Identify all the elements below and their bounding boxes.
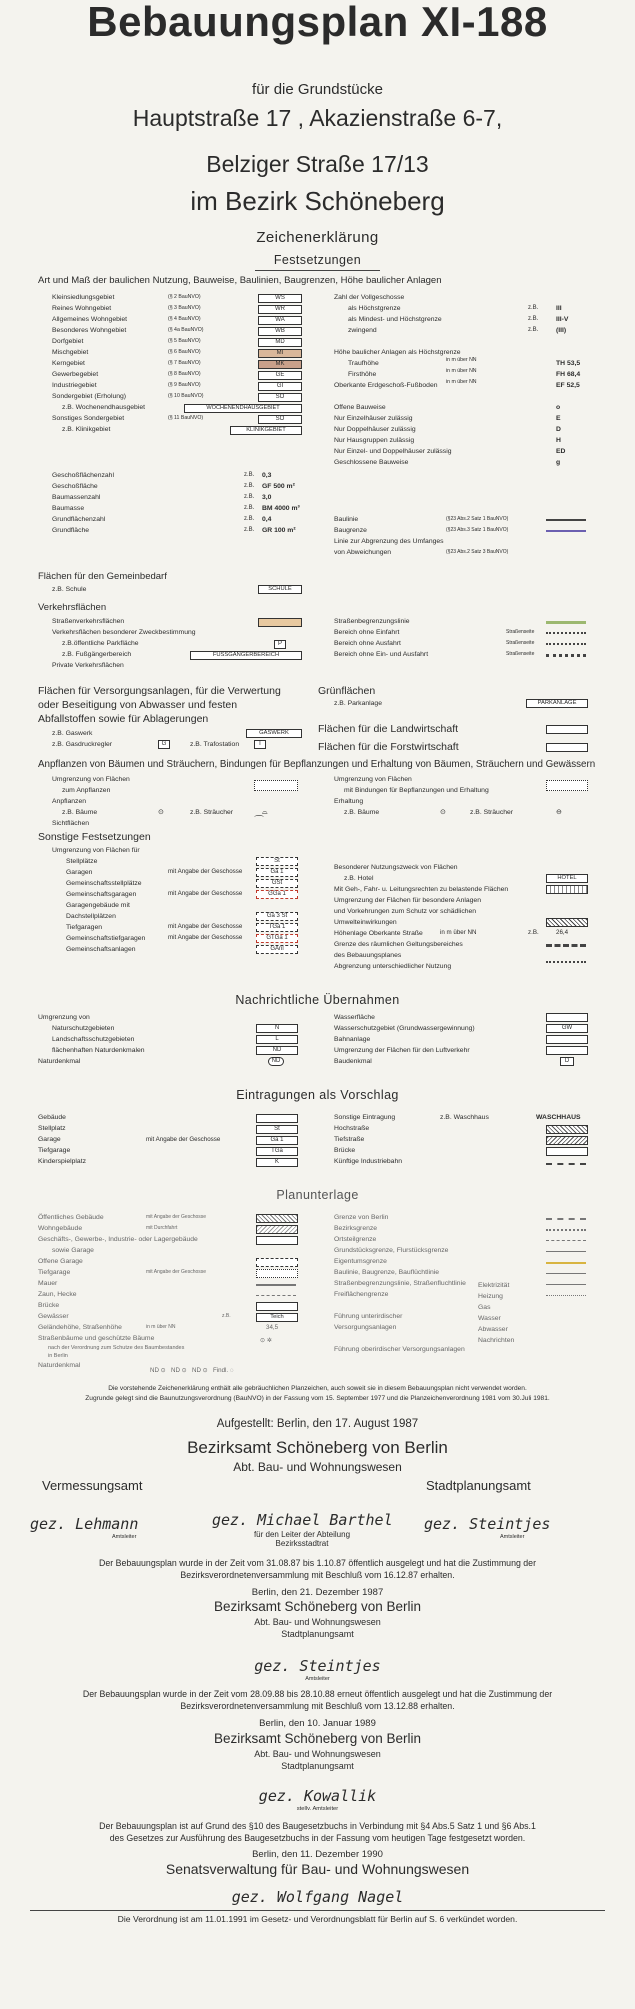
senatsverwaltung: Senatsverwaltung für Bau- und Wohnungswesen	[165, 1861, 470, 1877]
address-line-2: Belziger Straße 17/13	[206, 151, 429, 177]
date-4: Berlin, den 11. Dezember 1990	[252, 1849, 383, 1860]
vorschlag-mit-angabe: mit Angabe der Geschosse	[146, 1136, 221, 1143]
final-divider	[30, 1910, 605, 1911]
festsetzungen-underline	[255, 270, 380, 271]
landwirtschaft-heading: Flächen für die Landwirtschaft	[318, 723, 459, 735]
code-ga3st: Ga 3 St	[256, 912, 298, 921]
baugrenze-symbol	[546, 530, 586, 532]
vermessungsamt-label: Vermessungsamt	[42, 1478, 143, 1493]
verkehr-list: Straßenverkehrsflächen Verkehrsflächen besonderer Zweckbestimmung z.B.öffentliche Parkfläche z.B. Fußgängerbereich Private Verkehrsflächen	[52, 618, 196, 669]
code-ws: WS	[258, 294, 302, 303]
swatch-bahn	[546, 1035, 588, 1044]
plan-title: Bebauungsplan XI-188	[87, 0, 548, 45]
signature-kowallik: gez. Kowallik	[258, 1787, 377, 1805]
code-vor-k: K	[256, 1158, 298, 1167]
aufgestellt-line: Aufgestellt: Berlin, den 17. August 1987	[216, 1418, 419, 1430]
mit-angabe-1: mit Angabe der Geschosse	[168, 868, 243, 875]
code-gw: GW	[546, 1024, 588, 1033]
plan-left-refs: mit Angabe der Geschosse mit Durchfahrt mit Angabe der Geschosse z.B. in m über NN	[146, 1214, 231, 1330]
swatch-strasse	[258, 618, 302, 627]
paragraph-3: Der Bebauungsplan ist auf Grund des §10 des Baugesetzbuchs in Verbindung mit §4 Abs.5 Satz 1 und §6 Abs.1 des Gesetzes zur Ausführung des Baugesetzbuchs in der Fassung vom heutigen Tage festgesetzt worden.	[99, 1821, 536, 1843]
mit-angabe-2: mit Angabe der Geschosse	[168, 890, 243, 897]
sonstige-list: Umgrenzung von Flächen für Stellplätze Garagen Gemeinschaftsstellplätze Gemeinschaftsgaragen Garagengebäude mit Dachstellplätzen Tiefgaragen Gemeinschaftstiefgaragen Gemeinschaftsanlagen	[52, 847, 146, 953]
forstwirtschaft-heading: Flächen für die Forstwirtschaft	[318, 741, 459, 753]
code-wa: WA	[258, 316, 302, 325]
stadt-3: Stadtplanungsamt	[281, 1761, 354, 1771]
code-teich: Teich	[256, 1313, 298, 1322]
steintjes-2-role: Amtsleiter	[305, 1676, 330, 1682]
nutzung-refs: (§ 2 BauNVO) (§ 3 BauNVO) (§ 4 BauNVO) (§ 4a BauNVO) (§ 5 BauNVO) (§ 6 BauNVO) (§ 7 BauNVO) (§ 8 BauNVO) (§ 9 BauNVO) (§ 10 BauNVO) (§ 11 BauNVO)	[168, 294, 204, 421]
swatch-luftverkehr	[546, 1046, 588, 1055]
anpflanzen-heading: Anpflanzen von Bäumen und Sträuchern, Bindungen für Bepflanzungen und Erhaltung von Bäumen, Sträuchern und Gewässern	[38, 759, 596, 770]
code-gga1: GGa 1	[256, 890, 298, 899]
mass-codes: 0,3 GF 500 m² 3,0 BM 4000 m³ 0,4 GR 100 m²	[262, 472, 300, 534]
swatch-oeff-gebaeude	[256, 1214, 298, 1223]
code-wr: WR	[258, 305, 302, 314]
signature-steintjes-2: gez. Steintjes	[254, 1657, 381, 1675]
abt-2: Abt. Bau- und Wohnungswesen	[254, 1617, 381, 1627]
anpflanzen-left-list: Umgrenzung von Flächen zum Anpflanzen Anpflanzen z.B. Bäume Sichtflächen	[52, 776, 130, 827]
hoehe-zb: z.B.	[528, 929, 539, 936]
zaun-symbol	[256, 1295, 296, 1296]
vorschlag-right: Sonstige Eintragung Hochstraße Tiefstraße Brücke Künftige Industriebahn	[334, 1114, 403, 1165]
strassenseite-labels: Straßenseite Straßenseite Straßenseite	[506, 629, 535, 657]
gruen-heading: Grünflächen	[318, 685, 376, 697]
code-hotel: HOTEL	[546, 874, 588, 883]
signature-nagel: gez. Wolfgang Nagel	[231, 1888, 404, 1906]
mauer-symbol	[256, 1284, 296, 1286]
plan-right-list: Grenze von Berlin Bezirksgrenze Ortsteilgrenze Grundstücksgrenze, Flurstücksgrenze Eigentumsgrenze Baulinie, Baugrenze, Bauflüchtlinie Straßenbegrenzungslinie, Straßenfluchtlinie Freiflächengrenze Führung unterirdischer Versorgungsanlagen Führung oberirdischer Versorgungsanlagen	[334, 1214, 466, 1353]
code-nd-point: ND	[268, 1057, 284, 1066]
geltungsbereich-symbol	[546, 944, 586, 947]
straeucher-left: z.B. Sträucher	[190, 809, 234, 816]
swatch-wasser	[546, 1013, 588, 1022]
art-mass-heading: Art und Maß der baulichen Nutzung, Bauweise, Baulinien, Baugrenzen, Höhe baulicher Anlagen	[38, 275, 442, 286]
geschosse-list: Zahl der Vollgeschosse als Höchstgrenze als Mindest- und Höchstgrenze zwingend Höhe baulicher Anlagen als Höchstgrenze Traufhöhe Firsthöhe Oberkante Erdgeschoß-Fußboden Offene Bauweise Nur Einzelhäuser zulässig Nur Doppelhäuser zulässig Nur Hausgruppen zulässig Nur Einzel- und Doppelhäuser zulässig Geschlossene Bauweise	[334, 294, 461, 466]
grenze-berlin-symbol	[546, 1218, 586, 1220]
nachrichtlich-left: Umgrenzung von Naturschutzgebieten Landschaftsschutzgebieten flächenhaften Naturdenkmalen Naturdenkmal	[38, 1014, 145, 1065]
plan-subtitle: für die Grundstücke	[252, 81, 383, 98]
code-vor-ga: Ga 1	[256, 1136, 298, 1145]
code-gasdruck: G	[158, 740, 170, 749]
abgrenzung-symbol	[546, 961, 586, 963]
versorgung-types: Elektrizität Heizung Gas Wasser Abwasser Nachrichten	[478, 1282, 515, 1344]
straeucher-right: z.B. Sträucher	[470, 809, 514, 816]
swatch-bruecke	[546, 1147, 588, 1156]
vorschlag-left: Gebäude Stellplatz Garage Tiefgarage Kinderspielplatz	[38, 1114, 86, 1165]
swatch-bindung	[546, 780, 588, 791]
plan-left-list: Öffentliches Gebäude Wohngebäude Geschäfts-, Gewerbe-, Industrie- oder Lagergebäude sowie Garage Offene Garage Tiefgarage Mauer Zaun, Hecke Brücke Gewässer Geländehöhe, Straßenhöhe Straßenbäume und geschützte Bäume nach der Verordnung zum Schutze des Baumbestandes in Berlin Naturdenkmal	[38, 1214, 198, 1369]
kowallik-role: stellv. Amtsleiter	[296, 1806, 339, 1812]
code-parkanlage: PARKANLAGE	[526, 699, 588, 708]
code-gtga1: GTGa 1	[256, 934, 298, 943]
swatch-hochstrasse	[546, 1125, 588, 1134]
strassenbegrenzung-plan-symbol	[546, 1284, 586, 1285]
versorgung-heading: Flächen für Versorgungsanlagen, für die Verwertung oder Beseitigung von Abwasser und festen Abfallstoffen sowie für Ablagerungen	[38, 685, 281, 725]
swatch-bruecke-plan	[256, 1302, 298, 1311]
nn-markers: in m über NN in m über NN in m über NN	[446, 357, 477, 385]
stadt-2: Stadtplanungsamt	[281, 1629, 354, 1639]
code-tga1: TGa 1	[256, 923, 298, 932]
code-md: MD	[258, 338, 302, 347]
sonstige-right-list: Besonderer Nutzungszweck von Flächen z.B. Hotel Mit Geh-, Fahr- u. Leitungsrechten zu belastende Flächen Umgrenzung der Flächen für besondere Anlagen und Vorkehrungen zum Schutz vor schädlichen Umwelteinwirkungen Höhenlage Oberkante Straße Grenze des räumlichen Geltungsbereiches des Bebauungsplanes Abgrenzung unterschiedlicher Nutzung	[334, 864, 509, 970]
swatch-anpflanzen	[254, 780, 298, 791]
code-nd: ND	[256, 1046, 298, 1055]
vorschlag-example: z.B. Waschhaus	[440, 1114, 489, 1121]
barthel-role: für den Leiter der Abteilung Bezirksstadtrat	[253, 1530, 351, 1548]
mit-angabe-4: mit Angabe der Geschosse	[168, 934, 243, 941]
sichtflaeche-icon: ⌒	[254, 816, 264, 827]
address-line-1: Hauptstraße 17 , Akazienstraße 6-7,	[132, 105, 503, 131]
strassenbegrenzung-symbol	[546, 621, 586, 624]
grundstuecksgrenze-symbol	[546, 1251, 586, 1252]
steintjes-1-role: Amtsleiter	[500, 1534, 525, 1540]
nutzung-list: Kleinsiedlungsgebiet Reines Wohngebiet Allgemeines Wohngebiet Besonderes Wohngebiet Dorfgebiet Mischgebiet Kerngebiet Gewerbegebiet Industriegebiet Sondergebiet (Erholung) z.B. Wochenendhausgebiet Sonstiges Sondergebiet z.B. Klinikgebiet	[52, 294, 146, 433]
stadtplanungsamt-label: Stadtplanungsamt	[426, 1478, 531, 1493]
versorgung-example-1: z.B. Gaswerk	[52, 730, 93, 737]
code-ganl: GAnl	[256, 945, 298, 954]
abt-1: Abt. Bau- und Wohnungswesen	[233, 1460, 402, 1474]
swatch-leitungsrecht	[546, 885, 588, 894]
code-klinikgebiet: KLINIKGEBIET	[230, 426, 302, 435]
vorschlag-heading: Eintragungen als Vorschlag	[236, 1088, 399, 1102]
code-wb: WB	[258, 327, 302, 336]
code-vor-tga: TGa	[256, 1147, 298, 1156]
hoehe-plan: 34,5	[266, 1324, 279, 1331]
code-gaswerk: GASWERK	[246, 729, 302, 738]
tree-erhaltung-icon: ⊙	[440, 809, 446, 816]
code-so-2: SO	[258, 415, 302, 424]
code-fussgaenger: FUSSGÄNGERBEREICH	[190, 651, 302, 660]
code-so: SO	[258, 393, 302, 402]
verkehr-right-list: Straßenbegrenzungslinie Bereich ohne Einfahrt Bereich ohne Ausfahrt Bereich ohne Ein- und Ausfahrt	[334, 618, 429, 658]
zb-markers: z.B. z.B. z.B.	[528, 305, 539, 333]
signature-lehmann: gez. Lehmann	[30, 1515, 139, 1533]
gemeinbedarf-heading: Flächen für den Gemeinbedarf	[38, 571, 167, 582]
code-n: N	[256, 1024, 298, 1033]
swatch-gebaeude	[256, 1114, 298, 1123]
amt-1: Bezirksamt Schöneberg von Berlin	[187, 1438, 448, 1457]
nachrichtlich-heading: Nachrichtliche Übernahmen	[235, 993, 400, 1007]
versorgung-example-2: z.B. Gasdruckregler	[52, 741, 113, 748]
code-p: P	[274, 640, 286, 649]
versorgung-example-3: z.B. Trafostation	[190, 741, 240, 748]
code-wochenendhausgebiet: WOCHENENDHAUSGEBIET	[184, 404, 302, 413]
shrub-icon: ⌓	[262, 809, 268, 816]
gruen-example: z.B. Parkanlage	[334, 700, 382, 707]
legend-footnote-1: Die vorstehende Zeichenerklärung enthält alle gebräuchlichen Planzeichen, auch soweit sie in diesem Bebauungsplan nicht verwendet worden.	[108, 1385, 527, 1392]
code-gi: GI	[258, 382, 302, 391]
nachrichtlich-right: Wasserfläche Wasserschutzgebiet (Grundwassergewinnung) Bahnanlage Umgrenzung der Flächen für den Luftverkehr Baudenkmal	[334, 1014, 475, 1065]
signature-barthel: gez. Michael Barthel	[212, 1511, 393, 1529]
baulinie-symbol	[546, 519, 586, 521]
paragraph-1: Der Bebauungsplan wurde in der Zeit vom 31.08.87 bis 1.10.87 öffentlich ausgelegt und hat die Zustimmung der Bezirksverordnetenversammlung mit Beschluß vom 16.12.87 erhalten.	[98, 1558, 537, 1580]
swatch-gewerbe	[256, 1236, 298, 1245]
mass-zb: z.B. z.B. z.B. z.B. z.B. z.B.	[244, 472, 255, 533]
tree-plan-icons: ⊙ ✲	[260, 1337, 273, 1344]
baulinie-list: Baulinie Baugrenze Linie zur Abgrenzung des Umfanges von Abweichungen	[334, 516, 444, 556]
code-mk: MK	[258, 360, 302, 369]
baulinie-plan-symbol	[546, 1273, 586, 1274]
ohne-ausfahrt-symbol	[546, 643, 586, 645]
baulinie-refs: (§23 Abs.2 Satz 1 BauNVO) (§23 Abs.3 Satz 1 BauNVO) (§23 Abs.2 Satz 3 BauNVO)	[446, 516, 509, 555]
geschosse-codes: III III-V (III) TH 53,5 FH 68,4 EF 52,5 o E D H ED g	[556, 305, 581, 466]
anpflanzen-right-list: Umgrenzung von Flächen mit Bindungen für Bepflanzungen und Erhaltung Erhaltung z.B. Bäume	[334, 776, 489, 816]
code-mi: MI	[258, 349, 302, 358]
code-schule: SCHULE	[258, 585, 302, 594]
code-ge: GE	[258, 371, 302, 380]
abt-3: Abt. Bau- und Wohnungswesen	[254, 1749, 381, 1759]
lehmann-role: Amtsleiter	[112, 1534, 137, 1540]
legend-footnote-2: Zugrunde gelegt sind die Baunutzungsverordnung (BauNVO) in der Fassung vom 15. September 1977 und die Planzeichenverordnung 1981 vom 30.Juli 1981.	[85, 1395, 550, 1402]
festsetzungen-heading: Festsetzungen	[273, 253, 362, 267]
mass-list: Geschoßflächenzahl Geschoßfläche Baumassenzahl Baumasse Grundflächenzahl Grundfläche	[52, 472, 114, 534]
swatch-tiefstrasse	[546, 1136, 588, 1145]
swatch-landwirtschaft	[546, 725, 588, 734]
mit-angabe-3: mit Angabe der Geschosse	[168, 923, 243, 930]
industriebahn-symbol	[546, 1163, 586, 1165]
amt-2: Bezirksamt Schöneberg von Berlin	[213, 1599, 422, 1614]
code-d: D	[560, 1057, 574, 1066]
ortsteilgrenze-symbol	[546, 1240, 586, 1241]
date-3: Berlin, den 10. Januar 1989	[259, 1718, 376, 1729]
ohne-ein-ausfahrt-symbol	[546, 654, 586, 657]
gemeinbedarf-example: z.B. Schule	[52, 586, 87, 593]
code-st: St	[256, 857, 298, 866]
ohne-einfahrt-symbol	[546, 632, 586, 634]
bezirksgrenze-symbol	[546, 1229, 586, 1231]
swatch-wohngebaeude	[256, 1225, 298, 1234]
swatch-forstwirtschaft	[546, 743, 588, 752]
swatch-tiefgarage	[256, 1269, 298, 1278]
shrub-erhaltung-icon: ⊖	[556, 809, 562, 816]
hoehe-value: 26,4	[556, 929, 569, 936]
eigentumsgrenze-symbol	[546, 1262, 586, 1264]
swatch-umwelt	[546, 918, 588, 927]
verkehr-heading: Verkehrsflächen	[38, 602, 107, 613]
code-waschhaus: WASCHHAUS	[536, 1114, 581, 1121]
signature-steintjes-1: gez. Steintjes	[424, 1515, 551, 1533]
hoehe-nn: in m über NN	[440, 929, 477, 936]
code-vor-st: St	[256, 1125, 298, 1134]
district-line: im Bezirk Schöneberg	[190, 186, 445, 216]
paragraph-2: Der Bebauungsplan wurde in der Zeit vom 28.09.88 bis 28.10.88 erneut öffentlich ausgelegt und hat die Zustimmung der Bezirksverordnetenversammlung mit Beschluß vom 13.12.88 erhalten.	[82, 1689, 553, 1711]
amt-3: Bezirksamt Schöneberg von Berlin	[213, 1731, 422, 1746]
legend-title: Zeichenerklärung	[256, 229, 379, 246]
code-l: L	[256, 1035, 298, 1044]
date-2: Berlin, den 21. Dezember 1987	[251, 1587, 384, 1598]
planunterlage-heading: Planunterlage	[276, 1188, 359, 1202]
swatch-offene-garage	[256, 1258, 298, 1267]
final-note: Die Verordnung ist am 11.01.1991 im Gesetz- und Verordnungsblatt für Berlin auf S. 6 verkündet worden.	[117, 1914, 518, 1924]
nd-plan-labels: ND ⊙ ND ⊙ ND ⊙ Findl. ◌	[150, 1367, 234, 1374]
sonstige-heading: Sonstige Festsetzungen	[38, 831, 151, 843]
tree-icon: ⊙	[158, 809, 164, 816]
freiflaechengrenze-symbol	[546, 1295, 586, 1296]
code-ga1: Ga 1	[256, 868, 298, 877]
code-gst: GSt	[256, 879, 298, 888]
code-trafo: T	[254, 740, 266, 749]
